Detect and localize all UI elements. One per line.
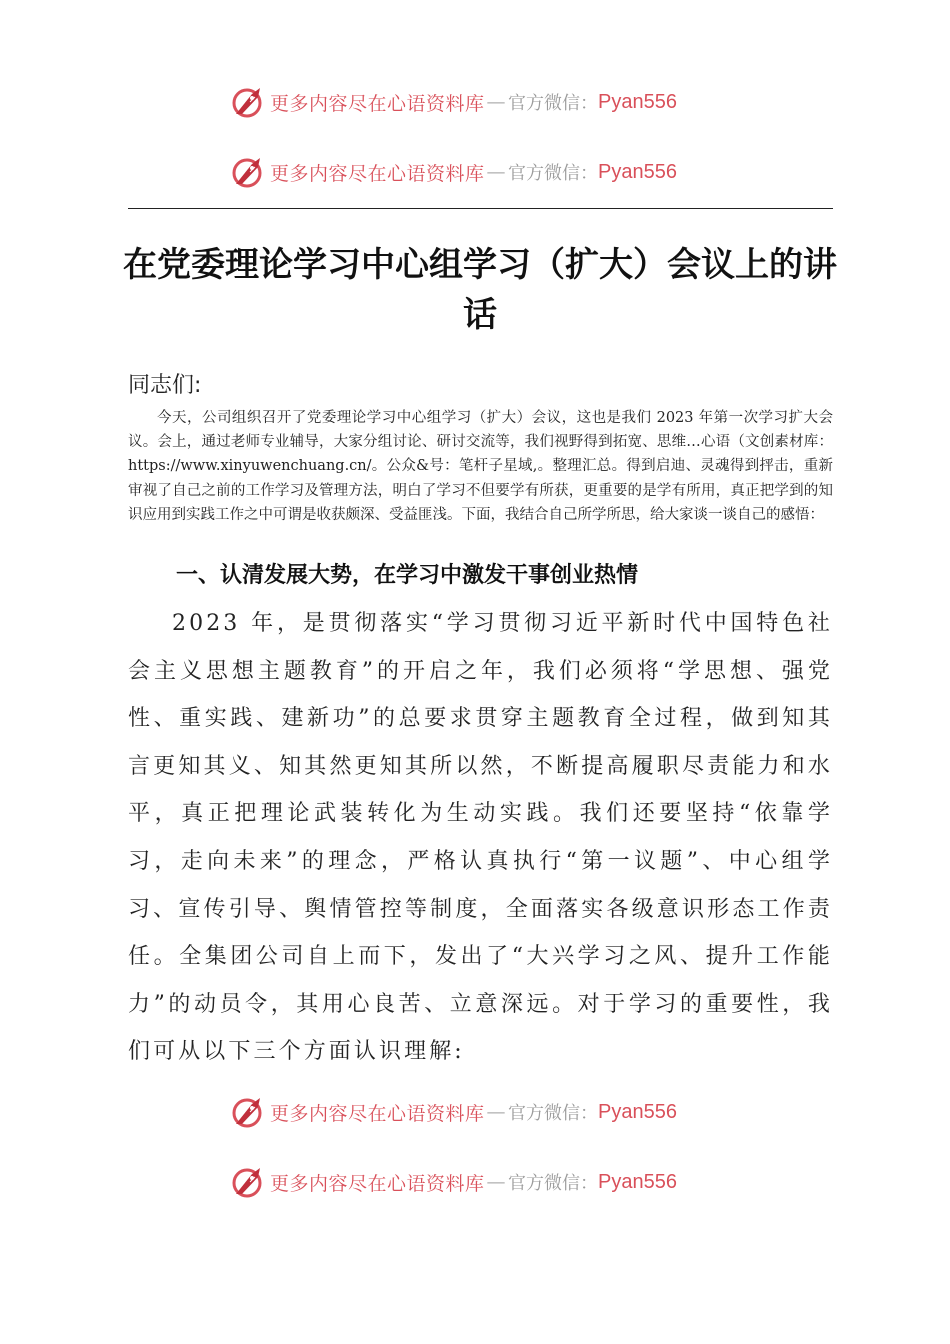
watermark-dash: — <box>486 161 507 183</box>
watermark-wechat-label: 官方微信： <box>508 93 599 114</box>
pen-nib-logo-icon <box>230 1164 268 1200</box>
watermark-wechat-label: 官方微信： <box>508 1103 599 1124</box>
pen-nib-logo-icon <box>230 1094 268 1130</box>
section-1-paragraph: 2023 年，是贯彻落实“学习贯彻习近平新时代中国特色社会主义思想主题教育”的开启之年，我们必须将“学思想、强党性、重实践、建新功”的总要求贯穿主题教育全过程，做到知其言更知其义、知其然更知其所以然，不断提高履职尽责能力和水平，真正把理论武装转化为生动实践。我们还要坚持“依靠学习，走向未来”的理念，严格认真执行“第一议题”、中心组学习、宣传引导、舆情管控等制度，全面落实各级意识形态工作责任。全集团公司自上而下，发出了“大兴学习之风、提升工作能力”的动员令，其用心良苦、立意深远。对于学习的重要性，我们可从以下三个方面认识理解: <box>128 611 833 1065</box>
watermark-text: 更多内容尽在心语资料库 <box>270 1172 485 1195</box>
watermark-banner-bottom-1 <box>230 1094 750 1130</box>
salutation: 同志们: <box>128 373 202 398</box>
watermark-dash: — <box>486 91 507 113</box>
watermark-wechat-label: 官方微信： <box>508 163 599 184</box>
watermark-id: Pyan556 <box>598 160 677 183</box>
watermark-wechat-label: 官方微信： <box>508 1173 599 1194</box>
watermark-text: 更多内容尽在心语资料库 <box>270 162 485 185</box>
intro-paragraph: 今天，公司组织召开了党委理论学习中心组学习（扩大）会议，这也是我们 2023 年第一次学习扩大会议。会上，通过老师专业辅导，大家分组讨论、研讨交流等，我们视野得到拓宽、思维…心语（文创素材库：https://www.xinyuwenchuang.cn/。公众&号：笔杆子星域,。整理汇总。得到启迪、灵魂得到抨击，重新审视了自己之前的工作学习及管理方法，明白了学习不但要学有所获，更重要的是学有所用，真正把学到的知识应用到实践工作之中可谓是收获颇深、受益匪浅。下面，我结合自己所学所思，给大家谈一谈自己的感悟： <box>128 410 833 523</box>
watermark-banner-top-2 <box>230 154 750 190</box>
watermark-id: Pyan556 <box>598 1170 677 1193</box>
watermark-dash: — <box>486 1171 507 1193</box>
watermark-text: 更多内容尽在心语资料库 <box>270 1102 485 1125</box>
watermark-dash: — <box>486 1101 507 1123</box>
watermark-banner-top-1 <box>230 84 750 120</box>
document-title: 在党委理论学习中心组学习（扩大）会议上的讲话 <box>123 245 837 335</box>
section-heading-1: 一、认清发展大势，在学习中激发干事创业热情 <box>176 563 639 588</box>
pen-nib-logo-icon <box>230 84 268 120</box>
header-divider <box>128 208 833 209</box>
watermark-id: Pyan556 <box>598 1100 677 1123</box>
watermark-text: 更多内容尽在心语资料库 <box>270 92 485 115</box>
watermark-id: Pyan556 <box>598 90 677 113</box>
pen-nib-logo-icon <box>230 154 268 190</box>
watermark-banner-bottom-2 <box>230 1164 750 1200</box>
